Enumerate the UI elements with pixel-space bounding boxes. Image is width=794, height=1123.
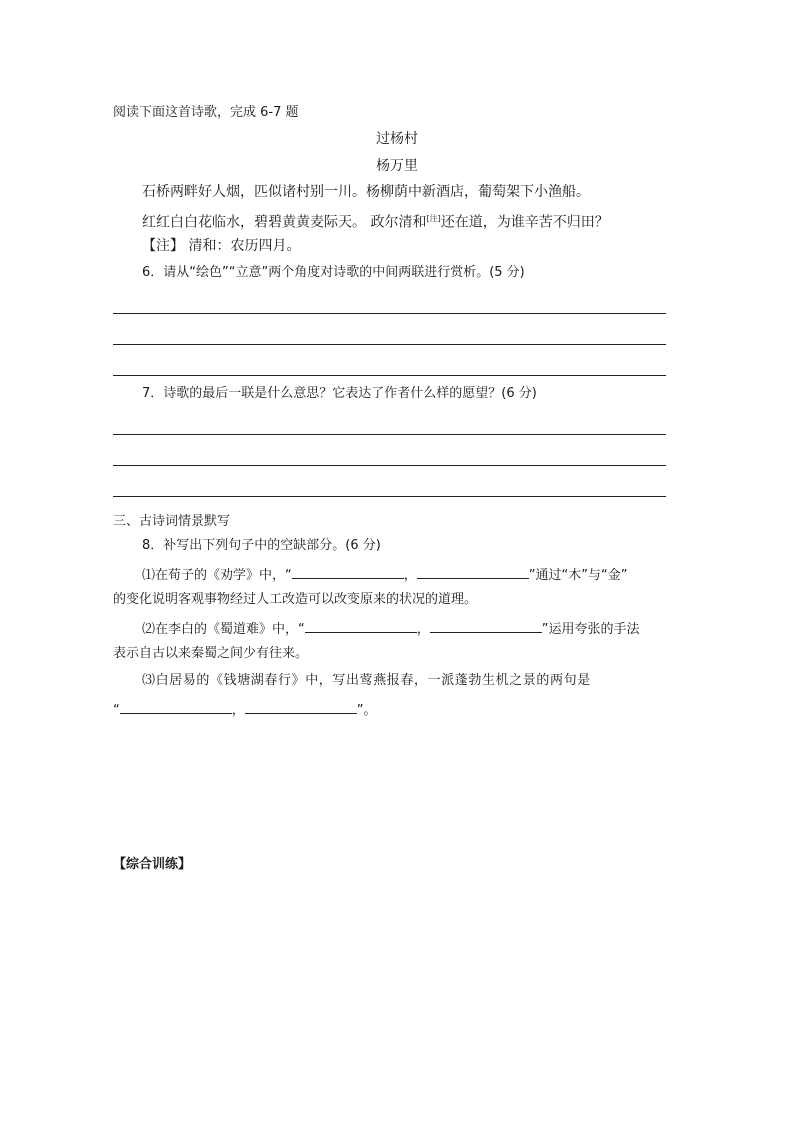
question-8-title: 8．补写出下列句子中的空缺部分。(6 分) [142,538,381,553]
fill-blank[interactable] [120,699,232,714]
fill-blank[interactable] [305,618,417,633]
poem-note: 【注】 清和：农历四月。 [142,238,301,254]
answer-line-6-1 [113,313,666,314]
blank-comma: ， [403,568,417,583]
open-quote: “ [113,703,120,718]
question-8-item-3-cont [113,699,377,720]
question-7: 7．诗歌的最后一联是什么意思？它表达了作者什么样的愿望？(6 分) [142,386,537,401]
item-2-prefix: ⑵在李白的《蜀道难》中，“ [142,622,305,637]
item-1-prefix: ⑴在荀子的《劝学》中，“ [142,568,292,583]
answer-line-6-3 [113,375,666,376]
fill-blank[interactable] [430,618,542,633]
question-8-item-2-cont: 表示自古以来秦蜀之间少有往来。 [113,646,309,661]
poem-title: 过杨村 [376,131,418,147]
question-8-item-1 [142,564,627,585]
fill-blank[interactable] [417,564,529,579]
answer-line-6-2 [113,344,666,345]
poem-line-1: 石桥两畔好人烟，匹似诸村别一川。杨柳荫中新酒店，葡萄架下小渔船。 [142,184,590,200]
item-3-end: ”。 [356,703,377,718]
question-8-item-1-cont: 的变化说明客观事物经过人工改造可以改变原来的状况的道理。 [113,592,478,607]
answer-line-7-1 [113,434,666,435]
blank-comma: ， [416,622,430,637]
poem-line-2-part-b: 还在道，为谁辛苦不归田？ [440,214,609,231]
note-marker: [注] [426,214,441,223]
question-8-item-3: ⑶白居易的《钱塘湖春行》中，写出莺燕报春，一派蓬勃生机之景的两句是 [142,673,591,688]
poem-line-2 [142,210,609,232]
item-2-suffix: ”运用夸张的手法 [541,622,640,637]
question-6: 6．请从“绘色”“立意”两个角度对诗歌的中间两联进行赏析。(5 分) [142,265,525,280]
item-1-suffix: ”通过“木”与“金” [528,568,628,583]
answer-line-7-3 [113,496,666,497]
section-3-heading: 三、古诗词情景默写 [113,514,231,529]
fill-blank[interactable] [292,564,404,579]
fill-blank[interactable] [245,699,357,714]
poem-line-2-part-a: 红红白白花临水，碧碧黄黄麦际天。 政尔清和 [142,214,427,231]
training-heading: 【综合训练】 [113,857,192,872]
answer-line-7-2 [113,465,666,466]
poem-author: 杨万里 [376,158,418,174]
question-8-item-2 [142,618,640,639]
blank-comma: ， [231,703,245,718]
reading-intro: 阅读下面这首诗歌，完成 6-7 题 [113,105,299,120]
